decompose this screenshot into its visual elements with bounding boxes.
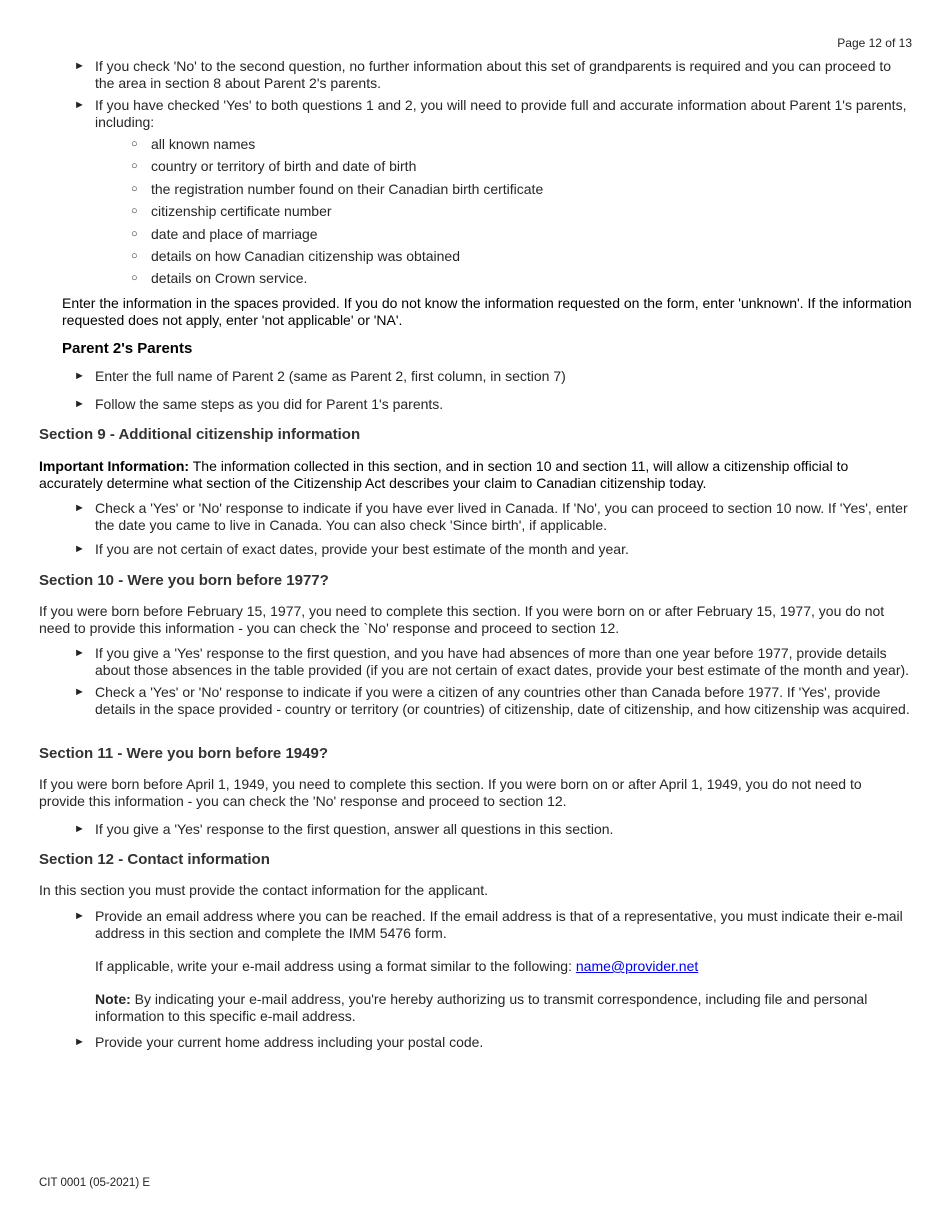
section9-heading: Section 9 - Additional citizenship information [39,426,361,443]
section10-intro: If you were born before February 15, 1977, you need to complete this section. If you were born on or after February 15, 1977, you do not need to provide this information - you can check the `No' response and proceed to section 12. [39,603,885,636]
sub-list-item: ○ country or territory of birth and date of birth [131,158,417,174]
circle-bullet-icon: ○ [131,138,138,150]
list-item: ► Enter the full name of Parent 2 (same as Parent 2, first column, in section 7) [74,368,566,384]
section12-heading: Section 12 - Contact information [39,851,270,868]
sub-list-item: ○ citizenship certificate number [131,203,332,219]
bullet-arrow-icon: ► [74,370,85,382]
enter-info-paragraph: Enter the information in the spaces provided. If you do not know the information requested on the form, enter 'unknown'. If the information requested does not apply, enter 'not applicable' or 'NA'. [62,295,912,328]
list-item: ► If you check 'No' to the second question, no further information about this set of grandparents is required and you can proceed to the area in section 8 about Parent 2's parents. [74,58,892,91]
list-item: ► If you give a 'Yes' response to the first question, answer all questions in this section. [74,821,614,837]
bullet-arrow-icon: ► [74,686,85,698]
bullet-arrow-icon: ► [74,910,85,922]
list-item: ► Check a 'Yes' or 'No' response to indicate if you have ever lived in Canada. If 'No', you can proceed to section 10 now. If 'Yes', enter the date you came to live in Canada. You can also check 'Since birth', if applicable. [74,500,908,533]
form-footer-code: CIT 0001 (05-2021) E [39,1177,151,1189]
circle-bullet-icon: ○ [131,228,138,240]
sub-list-item: ○ all known names [131,136,256,152]
email-format-line: If applicable, write your e-mail address using a format similar to the following: name@provider.net [95,958,699,974]
bullet-arrow-icon: ► [74,60,85,72]
bullet-arrow-icon: ► [74,1036,85,1048]
bullet-arrow-icon: ► [74,99,85,111]
email-example-link[interactable]: name@provider.net [575,958,699,974]
sub-list-item: ○ details on how Canadian citizenship was obtained [131,248,460,264]
sub-list-item: ○ details on Crown service. [131,270,308,286]
circle-bullet-icon: ○ [131,160,138,172]
section9-important-info: Important Information: The information collected in this section, and in section 10 and section 11, will allow a citizenship official to accurately determine what section of the Citizenship Act describes your claim to Canadian citizenship today. [39,458,849,491]
section10-heading: Section 10 - Were you born before 1977? [39,572,329,589]
list-item: ► If you are not certain of exact dates, provide your best estimate of the month and year. [74,541,629,557]
circle-bullet-icon: ○ [131,205,138,217]
list-item: ► Provide an email address where you can be reached. If the email address is that of a representative, you must indicate their e-mail address in this section and complete the IMM 5476 form. [74,908,903,941]
parent2-parents-heading: Parent 2's Parents [62,340,193,357]
section11-heading: Section 11 - Were you born before 1949? [39,745,328,762]
bullet-arrow-icon: ► [74,398,85,410]
page-number: Page 12 of 13 [837,36,912,50]
list-item: ► Check a 'Yes' or 'No' response to indicate if you were a citizen of any countries other than Canada before 1977. If 'Yes', provide details in the space provided - country or territory (or countries) of citizenship, date of citizenship, and how citizenship was acquired. [74,684,910,717]
circle-bullet-icon: ○ [131,250,138,262]
section11-intro: If you were born before April 1, 1949, you need to complete this section. If you were born on or after April 1, 1949, you do not need to provide this information - you can check the 'No' response and proceed to section 12. [39,776,862,809]
list-item: ► Provide your current home address including your postal code. [74,1034,484,1050]
note-label: Note: [95,991,131,1007]
bullet-arrow-icon: ► [74,543,85,555]
circle-bullet-icon: ○ [131,183,138,195]
important-label: Important Information: [39,458,190,474]
list-item: ► If you have checked 'Yes' to both questions 1 and 2, you will need to provide full and accurate information about Parent 1's parents, including: [74,97,907,130]
bullet-arrow-icon: ► [74,823,85,835]
bullet-arrow-icon: ► [74,502,85,514]
list-item: ► Follow the same steps as you did for Parent 1's parents. [74,396,444,412]
bullet-arrow-icon: ► [74,647,85,659]
list-item: ► If you give a 'Yes' response to the first question, and you have had absences of more than one year before 1977, provide details about those absences in the table provided (if you are not certain of exact dates, provide your best estimate of the month and year). [74,645,910,678]
circle-bullet-icon: ○ [131,272,138,284]
email-note: Note: By indicating your e-mail address, you're hereby authorizing us to transmit correspondence, including file and personal information to this specific e-mail address. [95,991,868,1024]
section12-intro: In this section you must provide the contact information for the applicant. [39,882,489,898]
sub-list-item: ○ the registration number found on their Canadian birth certificate [131,181,544,197]
sub-list-item: ○ date and place of marriage [131,226,318,242]
